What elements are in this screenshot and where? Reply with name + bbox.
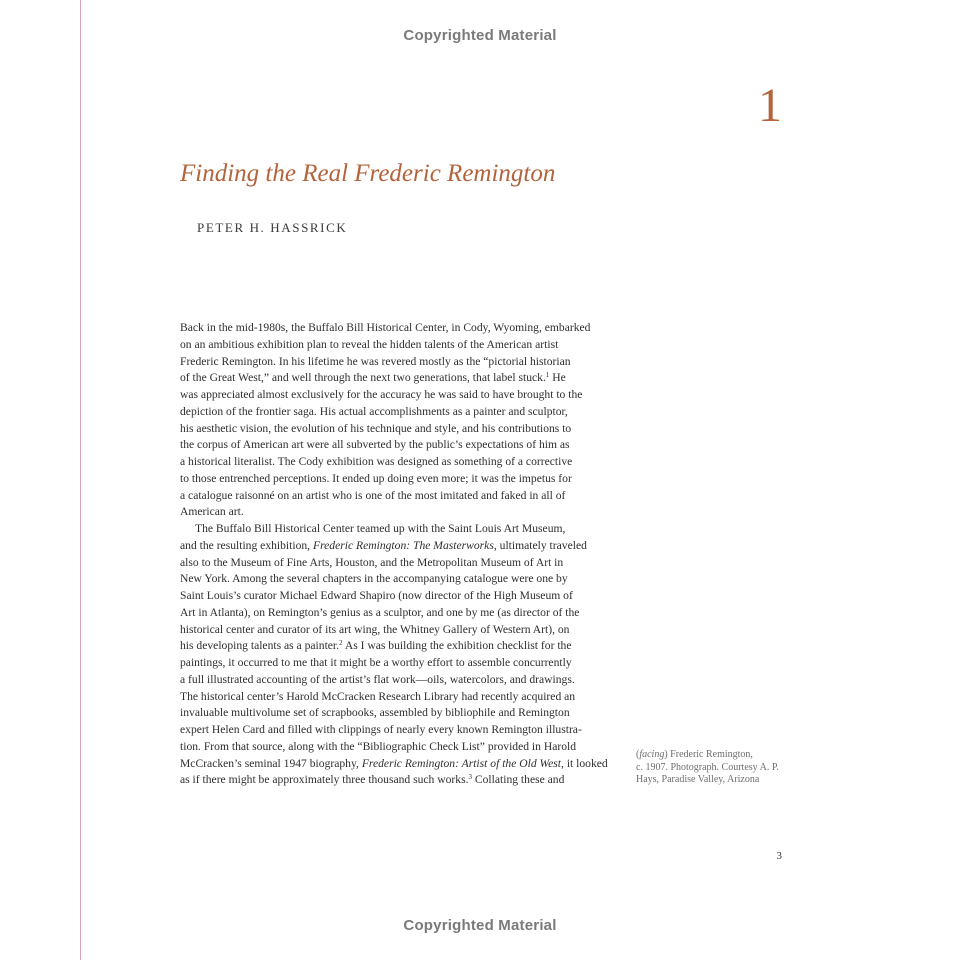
author-name: PETER H. HASSRICK — [197, 220, 348, 235]
text-line: of the Great West,” and well through the next two generations, that label stuck.$^1$ He — [180, 371, 566, 385]
watermark-bottom: Copyrighted Material — [403, 917, 557, 934]
caption-line: (facing) Frederic Remington, — [636, 749, 753, 760]
text-line: Art in Atlanta), on Remington’s genius as a sculptor, and one by me (as director of the — [180, 605, 580, 619]
text-line: Saint Louis’s curator Michael Edward Shapiro (now director of the High Museum of — [180, 589, 573, 602]
text-line: Back in the mid-1980s, the Buffalo Bill Historical Center, in Cody, Wyoming, embarked — [180, 321, 591, 334]
margin-rule — [80, 0, 81, 960]
chapter-number: 1 — [758, 79, 782, 132]
text-line: invaluable multivolume set of scrapbooks, assembled by bibliophile and Remington — [180, 706, 570, 720]
text-line: as if there might be approximately three thousand such works.$^3$ Collating these and — [180, 773, 565, 787]
text-line: tion. From that source, along with the “Bibliographic Check List” provided in Harold — [180, 739, 577, 753]
text-line: American art. — [180, 505, 244, 519]
caption-line: Hays, Paradise Valley, Arizona — [636, 774, 760, 785]
text-line: historical center and curator of its art wing, the Whitney Gallery of Western Art), on — [180, 622, 570, 636]
watermark-top: Copyrighted Material — [403, 27, 557, 44]
text-line: to those entrenched perceptions. It ended up doing even more; it was the impetus for — [180, 471, 572, 485]
text-line: and the resulting exhibition, Frederic Remington: The Masterworks, ultimately traveled — [180, 538, 587, 552]
italic-title: Frederic Remington: The Masterworks — [312, 538, 494, 552]
text-line: The historical center’s Harold McCracken Research Library had recently acquired an — [180, 689, 576, 703]
text-line: a catalogue raisonné on an artist who is one of the most imitated and faked in all of — [180, 488, 566, 502]
text-line: depiction of the frontier saga. His actual accomplishments as a painter and sculptor, — [180, 404, 568, 418]
body-text — [180, 320, 625, 789]
text-line: a full illustrated accounting of the artist’s flat work—oils, watercolors, and drawings. — [180, 672, 575, 686]
text-line: his aesthetic vision, the evolution of his technique and style, and his contributions to — [180, 421, 572, 435]
text-line: Frederic Remington. In his lifetime he was revered mostly as the “pictorial historian — [180, 354, 571, 368]
text-line: the corpus of American art were all subverted by the public’s expectations of him as — [180, 438, 570, 452]
chapter-title: Finding the Real Frederic Remington — [180, 160, 556, 187]
text-line: The Buffalo Bill Historical Center teamed up with the Saint Louis Art Museum, — [195, 522, 566, 535]
text-line: was appreciated almost exclusively for the accuracy he was said to have brought to the — [180, 388, 583, 401]
footnote-ref-2[interactable]: 2 — [339, 639, 343, 648]
footnote-ref-3[interactable]: 3 — [468, 773, 472, 782]
text-line: also to the Museum of Fine Arts, Houston, and the Metropolitan Museum of Art in — [180, 555, 564, 569]
text-line: his developing talents as a painter.$^2$ As I was building the exhibition checklist for the — [180, 639, 572, 653]
text-line: expert Helen Card and filled with clippings of nearly every known Remington illustra- — [180, 723, 582, 736]
italic-title: Frederic Remington: Artist of the Old West — [361, 756, 562, 770]
caption-line: c. 1907. Photograph. Courtesy A. P. — [636, 761, 779, 773]
page-number: 3 — [776, 850, 782, 862]
text-line: New York. Among the several chapters in the accompanying catalogue were one by — [180, 572, 568, 586]
footnote-ref-1[interactable]: 1 — [545, 371, 550, 380]
text-line: on an ambitious exhibition plan to reveal the hidden talents of the American artist — [180, 337, 559, 351]
text-line: a historical literalist. The Cody exhibition was designed as something of a corrective — [180, 455, 573, 468]
text-line: McCracken’s seminal 1947 biography, Frederic Remington: Artist of the Old West, it looked — [180, 756, 608, 770]
figure-caption — [636, 749, 786, 787]
text-line: paintings, it occurred to me that it might be a worthy effort to assemble concurrently — [180, 656, 572, 669]
